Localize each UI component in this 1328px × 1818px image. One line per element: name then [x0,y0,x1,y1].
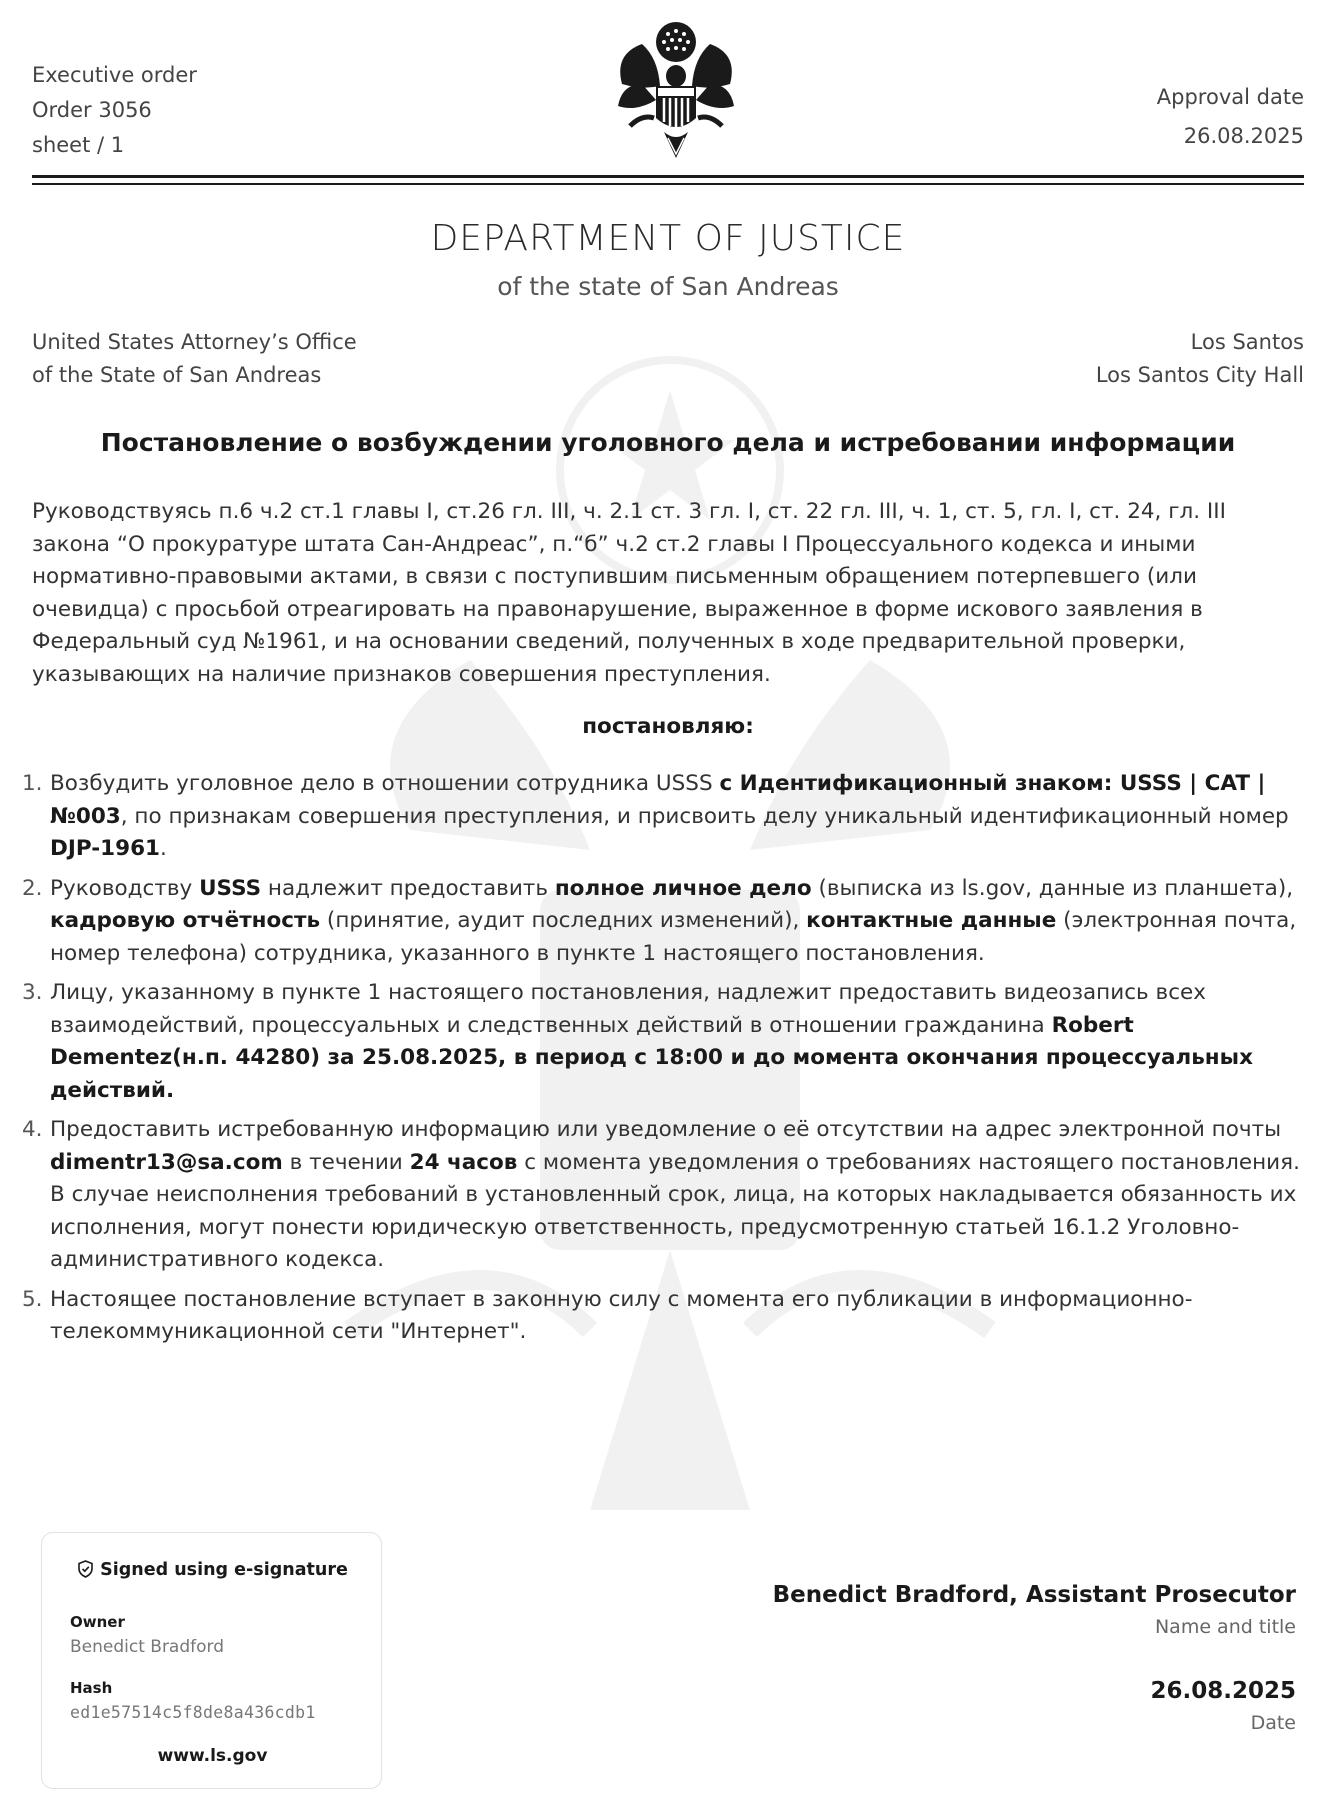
office-line-1: United States Attorney’s Office [32,330,357,354]
item-text: . [160,836,167,861]
case-number: DJP-1961 [50,836,160,861]
sign-date-block [1150,1676,1296,1740]
item-number: 1. [22,771,43,796]
item-bold: полное личное дело [554,875,812,901]
header-rule-thin [32,183,1304,185]
department-title: DEPARTMENT OF JUSTICE [430,218,906,259]
sign-date-caption: Date [1250,1712,1296,1734]
website-link[interactable]: www.ls.gov [157,1746,268,1766]
signer-block [773,1580,1296,1644]
signer-name: Benedict Bradford, Assistant Prosecutor [772,1582,1296,1608]
header-rule-thick [32,175,1304,178]
list-item [22,977,1304,1107]
item-number: 2. [22,875,43,901]
e-signature-card [41,1532,382,1789]
owner-label: Owner [70,1613,125,1631]
list-item [22,873,1304,971]
signer-name-caption: Name and title [1154,1616,1296,1638]
sign-date: 26.08.2025 [1150,1678,1296,1704]
item-number: 4. [22,1117,43,1142]
list-item [22,1284,1304,1349]
item-text: (выписка из ls.gov, данные из планшета), [811,875,1294,901]
shield-check-icon [77,1560,94,1578]
signature-heading [42,1560,383,1580]
email-address: dimentr13@sa.com [50,1149,283,1175]
item-bold: с Идентификационный знаком: USSS | CAT | №003 [50,771,1266,829]
office-name [32,326,357,392]
approval-label: Approval date [1156,85,1304,109]
item-text: Руководству [50,875,200,901]
item-text: Лицу, указанному в пункте 1 настоящего постановления, надлежит предоставить видеозапись всех взаимодействий, процессуальных и следственных действий в отношении гражданина [50,980,1206,1038]
item-number: 5. [22,1286,43,1312]
decree-items [22,768,1304,1356]
item-text: (принятие, аудит последних изменений), [320,908,807,933]
office-location [1096,326,1304,392]
item-number: 3. [22,980,43,1005]
item-bold: USSS [199,875,262,901]
item-text: в течении [282,1149,410,1175]
item-text: (электронная почта, номер телефона) сотрудника, указанного в пункте 1 настоящего постановления. [50,908,1297,966]
location-line-2: Los Santos City Hall [1095,363,1304,387]
preamble-paragraph: Руководствуясь п.6 ч.2 ст.1 главы I, ст.26 гл. III, ч. 2.1 ст. 3 гл. I, ст. 22 гл. III, ч. 1, ст. 5, гл. I, ст. 24, гл. III закона “О прокуратуре штата Сан-Андреас”, п.“б” ч.2 ст.2 главы I Процессуального кодекса и иными нормативно-правовыми актами, в связи с поступившим письменным обращением потерпевшего (или очевидца) с просьбой отреагировать на правонарушение, выраженное в форме искового заявления в Федеральный суд №1961, и на основании сведений, полученных в ходе предварительной проверки, указывающих на наличие признаков совершения преступления. [32,499,1226,687]
item-text: с момента уведомления о требованиях настоящего постановления. В случае неисполнения требований в установленный срок, лица, на которых накладывается обязанность их исполнения, могут понести юридическую ответственность, предусмотренную статьей 16.1.2 Уголовно-административного кодекса. [50,1149,1300,1272]
decree-heading: постановляю: [582,714,754,739]
item-bold: 24 часов [409,1149,518,1175]
document-title: Постановление о возбуждении уголовного дела и истребовании информации [100,428,1236,457]
list-item [22,1114,1304,1277]
list-item [22,768,1304,866]
item-text: Предоставить истребованную информацию или уведомление о её отсутствии на адрес электронной почты [50,1117,1282,1142]
approval-date: 26.08.2025 [1183,124,1304,148]
sheet-number: sheet / 1 [32,133,125,157]
location-line-1: Los Santos [1190,330,1304,354]
item-text: , по признакам совершения преступления, и присвоить делу уникальный идентификационный номер [120,803,1289,829]
signature-heading-text: Signed using e-signature [100,1560,348,1580]
approval-block [1157,78,1304,156]
order-meta [32,58,197,163]
item-text: надлежит предоставить [261,875,555,901]
hash-label: Hash [70,1679,113,1697]
item-bold: Robert Dementez(н.п. 44280) за 25.08.2025, в период с 18:00 и до момента окончания процессуальных действий. [50,1012,1253,1103]
eagle-seal-icon [612,14,740,164]
item-bold: кадровую отчётность [50,908,321,933]
hash-value: ed1e57514c5f8de8a436cdb1 [70,1703,316,1722]
department-subtitle: of the state of San Andreas [497,272,839,301]
owner-value: Benedict Bradford [70,1637,225,1657]
office-line-2: of the State of San Andreas [32,363,322,387]
order-number: Order 3056 [32,98,152,122]
item-bold: контактные данные [806,908,1057,933]
doc-type: Executive order [32,63,197,87]
item-text: Настоящее постановление вступает в законную силу с момента его публикации в информационно-телекоммуникационной сети "Интернет". [50,1286,1193,1344]
item-text: Возбудить уголовное дело в отношении сотрудника USSS [50,771,720,796]
